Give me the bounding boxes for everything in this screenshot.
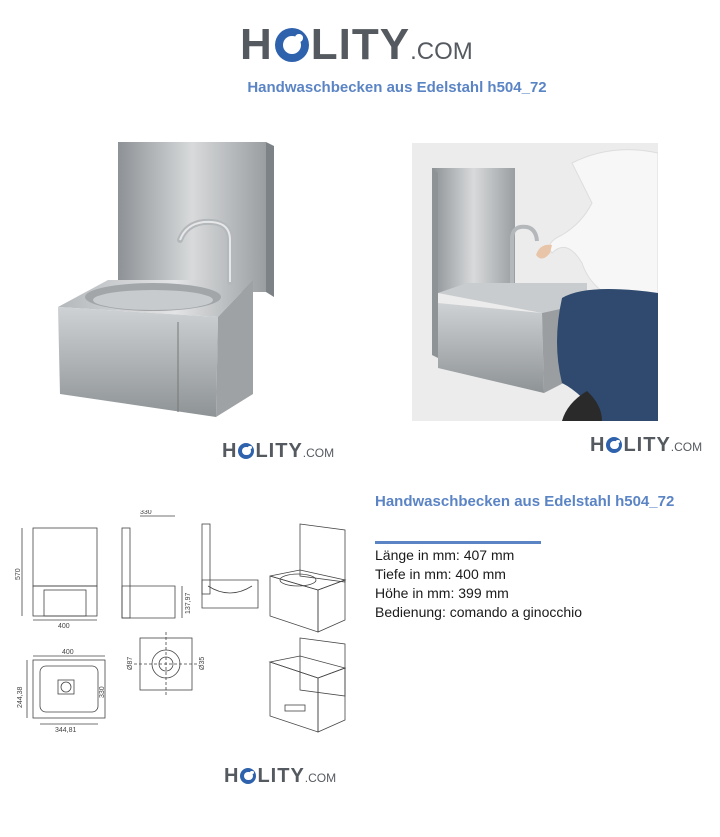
holity-logo[interactable] xyxy=(240,20,473,70)
logo-o-icon xyxy=(275,28,309,62)
logo-text-h: H xyxy=(240,20,273,69)
spec-depth: Tiefe in mm: 400 mm xyxy=(375,566,506,582)
logo-text-h: H xyxy=(224,765,240,787)
technical-drawing xyxy=(0,510,352,740)
holity-logo-small[interactable] xyxy=(224,765,336,788)
product-photo-in-use xyxy=(412,143,658,421)
logo-text-lity: LITY xyxy=(310,20,411,69)
spec-length: Länge in mm: 407 mm xyxy=(375,547,515,563)
holity-logo-small[interactable] xyxy=(222,440,334,463)
holity-logo-small[interactable] xyxy=(590,434,702,457)
logo-text-lity: LITY xyxy=(257,765,305,787)
logo-text-h: H xyxy=(590,434,606,456)
logo-text-com: .COM xyxy=(410,38,473,65)
dim-330-side: 330 xyxy=(99,686,106,698)
dim-87: Ø87 xyxy=(127,656,134,670)
dim-35: Ø35 xyxy=(199,656,206,670)
logo-o-icon xyxy=(240,768,256,784)
dim-400-top: 400 xyxy=(62,649,74,656)
product-photo-sink xyxy=(48,132,288,432)
logo-text-com: .COM xyxy=(302,446,335,460)
logo-text-h: H xyxy=(222,440,238,462)
page-title: Handwaschbecken aus Edelstahl h504_72 xyxy=(247,79,547,96)
spec-operation: Bedienung: comando a ginocchio xyxy=(375,604,583,620)
logo-text-com: .COM xyxy=(304,771,337,785)
logo-o-icon xyxy=(238,443,254,459)
dim-244: 244,38 xyxy=(17,686,24,708)
dim-330-top: 330 xyxy=(140,510,152,516)
spec-list xyxy=(375,546,582,622)
title-divider xyxy=(375,541,541,544)
logo-text-com: .COM xyxy=(670,440,703,454)
dim-400-front: 400 xyxy=(58,623,70,630)
dim-137: 137,97 xyxy=(185,592,192,614)
logo-text-lity: LITY xyxy=(623,434,671,456)
dim-570: 570 xyxy=(15,568,22,580)
product-title: Handwaschbecken aus Edelstahl h504_72 xyxy=(375,493,675,510)
logo-text-lity: LITY xyxy=(255,440,303,462)
dim-344: 344,81 xyxy=(55,727,77,734)
logo-o-icon xyxy=(606,437,622,453)
spec-height: Höhe in mm: 399 mm xyxy=(375,585,509,601)
